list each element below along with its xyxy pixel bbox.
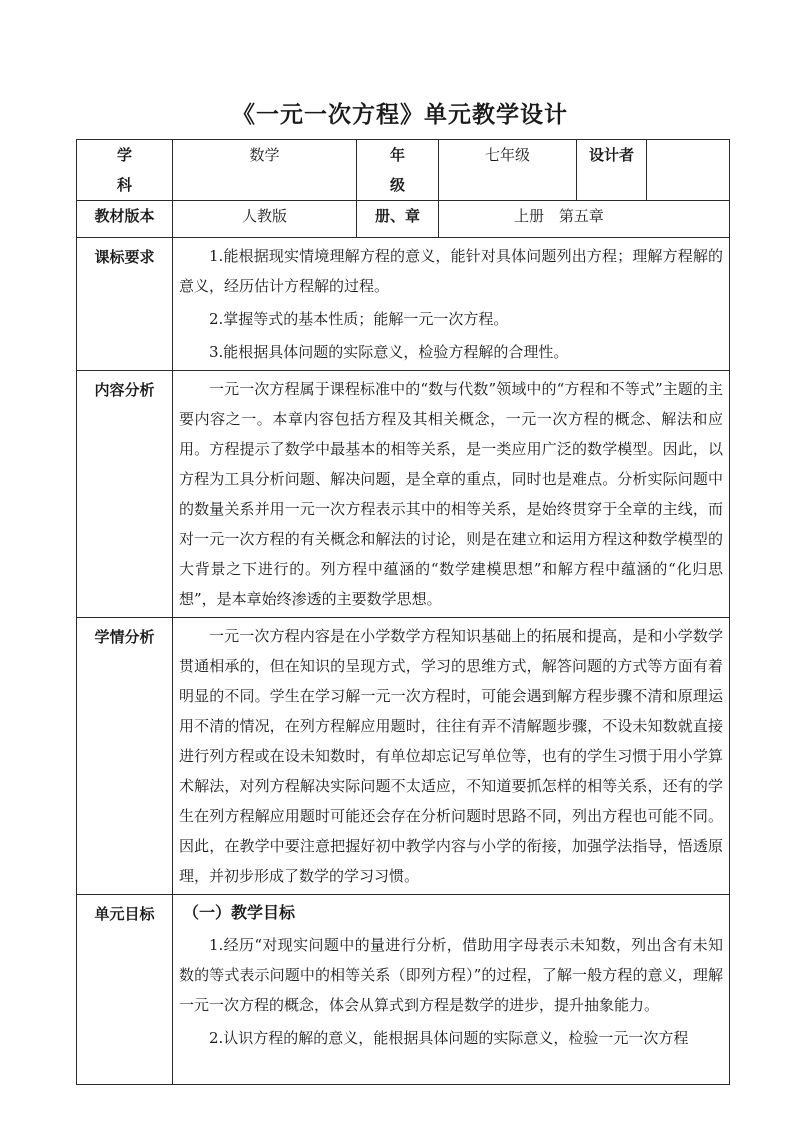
standards-item: 3.能根据具体问题的实际意义，检验方程解的合理性。 — [209, 343, 569, 361]
unit-goals-content — [173, 895, 730, 1085]
volume-chapter-value — [439, 201, 730, 238]
unit-goals-item: 2.认识方程的解的意义，能根据具体问题的实际意义，检验一元一次方程 — [209, 1029, 689, 1047]
designer-label: 设计者 — [577, 140, 647, 201]
header-row-edition — [77, 201, 730, 238]
subject-value: 数学 — [173, 140, 357, 201]
edition-label: 教材版本 — [77, 201, 173, 238]
volume-value: 上册 — [514, 207, 545, 225]
standards-label: 课标要求 — [77, 238, 173, 371]
unit-goals-heading: （一）教学目标 — [183, 903, 296, 922]
learner-analysis-row — [77, 618, 730, 895]
header-row-subject — [77, 140, 730, 201]
unit-goals-label: 单元目标 — [77, 895, 173, 1085]
unit-goals-item: 1.经历“对现实问题中的量进行分析，借助用字母表示未知数，列出含有未知数的等式表示问题中的相等关系（即列方程）”的过程，了解一般方程的意义，理解一元一次方程的概念，体会从算式到方程是数学的进步，提升抽象能力。 — [179, 936, 723, 1014]
volume-label: 册、章 — [357, 201, 439, 238]
designer-value — [647, 140, 730, 201]
edition-value: 人教版 — [173, 201, 357, 238]
standards-content — [173, 238, 730, 371]
grade-value: 七年级 — [439, 140, 577, 201]
content-analysis-row — [77, 371, 730, 618]
content-analysis-content — [173, 371, 730, 618]
standards-row — [77, 238, 730, 371]
standards-item: 2.掌握等式的基本性质；能解一元一次方程。 — [209, 310, 509, 328]
chapter-value: 第五章 — [558, 207, 604, 225]
content-analysis-label: 内容分析 — [77, 371, 173, 618]
learner-analysis-content — [173, 618, 730, 895]
document-title: 《一元一次方程》单元教学设计 — [232, 102, 568, 128]
learner-analysis-label: 学情分析 — [77, 618, 173, 895]
learner-analysis-text: 一元一次方程内容是在小学数学方程知识基础上的拓展和提高，是和小学数学贯通相承的，但在知识的呈现方式，学习的思维方式，解答问题的方式等方面有着明显的不同。学生在学习解一元一次方程时，可能会遇到解方程步骤不清和原理运用不清的情况，在列方程解应用题时，往往有弄不清解题步骤，不设未知数就直接进行列方程或在设未知数时，有单位却忘记写单位等，也有的学生习惯于用小学算术解法，对列方程解决实际问题不太适应，不知道要抓怎样的相等关系，还有的学生在列方程解应用题时可能还会存在分析问题时思路不同，列出方程也可能不同。因此，在教学中要注意把握好初中教学内容与小学的衔接，加强学法指导，悟透原理，并初步形成了数学的学习习惯。 — [179, 627, 723, 885]
grade-label: 年级 — [357, 140, 439, 201]
unit-goals-row — [77, 895, 730, 1085]
content-analysis-text: 一元一次方程属于课程标准中的“数与代数”领域中的“方程和不等式”主题的主要内容之一。本章内容包括方程及其相关概念，一元一次方程的概念、解法和应用。方程提示了数学中最基本的相等关系，是一类应用广泛的数学模型。因此，以方程为工具分析问题、解决问题，是全章的重点，同时也是难点。分析实际问题中的数量关系并用一元一次方程表示其中的相等关系，是始终贯穿于全章的主线，而对一元一次方程的有关概念和解法的讨论，则是在建立和运用方程这种数学模型的大背景之下进行的。列方程中蕴涵的“数学建模思想”和解方程中蕴涵的“化归思想”，是本章始终渗透的主要数学思想。 — [179, 380, 723, 608]
standards-item: 1.能根据现实情境理解方程的意义，能针对具体问题列出方程；理解方程解的意义，经历估计方程解的过程。 — [179, 247, 723, 295]
lesson-design-table — [76, 139, 730, 1085]
subject-label: 学科 — [77, 140, 173, 201]
